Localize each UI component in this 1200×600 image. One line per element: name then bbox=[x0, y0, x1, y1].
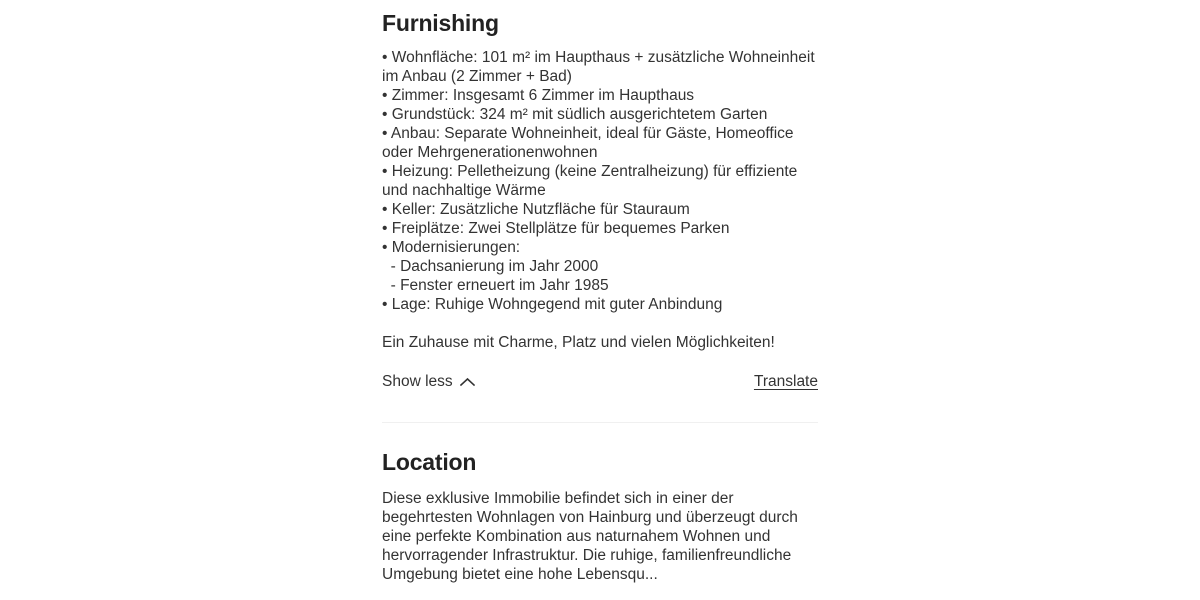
furnishing-section bbox=[382, 0, 818, 391]
chevron-up-icon bbox=[460, 377, 475, 387]
furnishing-actions-row bbox=[382, 352, 818, 391]
content-column bbox=[382, 0, 818, 584]
spec-item-lage: • Lage: Ruhige Wohngegend mit guter Anbindung bbox=[382, 296, 723, 313]
show-less-button[interactable] bbox=[382, 372, 475, 391]
location-section bbox=[382, 423, 818, 584]
spec-subitem-fenster: - Fenster erneuert im Jahr 1985 bbox=[382, 277, 609, 294]
furnishing-section-title: Furnishing bbox=[382, 10, 499, 36]
furnishing-spec-list bbox=[382, 37, 818, 314]
spec-item-keller: • Keller: Zusätzliche Nutzfläche für Stauraum bbox=[382, 201, 690, 218]
furnishing-closing-line: Ein Zuhause mit Charme, Platz und vielen Möglichkeiten! bbox=[382, 334, 775, 351]
translate-link[interactable]: Translate bbox=[753, 373, 818, 390]
spec-item-heizung: • Heizung: Pelletheizung (keine Zentralheizung) für effiziente und nachhaltige Wärme bbox=[382, 163, 802, 199]
location-section-title: Location bbox=[382, 449, 477, 475]
spec-item-wohnflaeche: • Wohnfläche: 101 m² im Haupthaus + zusätzliche Wohneinheit im Anbau (2 Zimmer + Bad) bbox=[382, 49, 819, 85]
spec-subitem-dachsanierung: - Dachsanierung im Jahr 2000 bbox=[382, 258, 599, 275]
location-description: Diese exklusive Immobilie befindet sich in einer der begehrtesten Wohnlagen von Hainburg und überzeugt durch eine perfekte Kombination aus naturnahem Wohnen und hervorragender Infrastruktur. Die ruhige, familienfreundliche Umgebung bietet eine hohe Lebensqu... bbox=[382, 490, 803, 583]
spec-item-zimmer: • Zimmer: Insgesamt 6 Zimmer im Haupthaus bbox=[382, 87, 695, 104]
spec-item-modernisierungen: • Modernisierungen: bbox=[382, 239, 521, 256]
show-less-label: Show less bbox=[382, 373, 453, 390]
spec-item-anbau: • Anbau: Separate Wohneinheit, ideal für Gäste, Homeoffice oder Mehrgenerationenwohnen bbox=[382, 125, 798, 161]
spec-item-grundstueck: • Grundstück: 324 m² mit südlich ausgerichtetem Garten bbox=[382, 106, 768, 123]
spec-item-freiplaetze: • Freiplätze: Zwei Stellplätze für bequemes Parken bbox=[382, 220, 730, 237]
